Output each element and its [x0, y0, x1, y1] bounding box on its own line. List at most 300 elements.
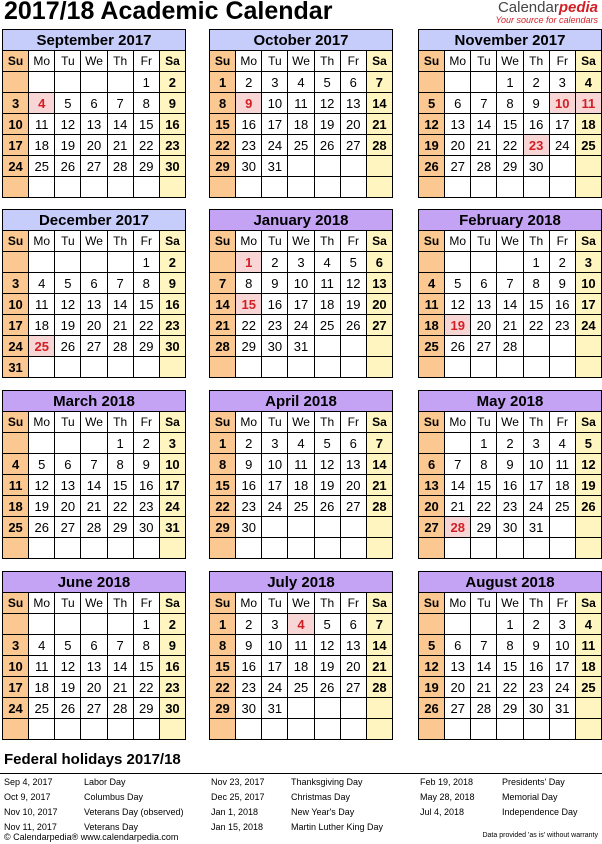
day-cell: 6: [445, 635, 471, 656]
empty-cell: [340, 538, 366, 559]
day-cell: 5: [575, 433, 601, 454]
empty-cell: [262, 177, 288, 198]
weekday-header: Sa: [159, 51, 185, 72]
empty-cell: [29, 719, 55, 740]
day-cell: 30: [236, 156, 262, 177]
weekday-header: Sa: [575, 231, 601, 252]
day-cell: 27: [340, 496, 366, 517]
weekday-header: Th: [314, 51, 340, 72]
day-cell: 23: [159, 135, 185, 156]
day-cell: 14: [471, 114, 497, 135]
weekday-header: Fr: [133, 51, 159, 72]
day-cell: 9: [159, 273, 185, 294]
day-cell: 25: [3, 517, 29, 538]
empty-cell: [523, 538, 549, 559]
day-cell: 26: [575, 496, 601, 517]
day-cell: 12: [55, 294, 81, 315]
holiday-name: Columbus Day: [84, 792, 144, 802]
holiday-name: Labor Day: [84, 777, 126, 787]
day-cell: 12: [419, 114, 445, 135]
empty-cell: [549, 538, 575, 559]
month-calendar: [2, 29, 186, 198]
empty-cell: [366, 156, 392, 177]
day-cell: 22: [523, 315, 549, 336]
empty-cell: [29, 538, 55, 559]
month-title: April 2018: [210, 391, 393, 412]
day-cell: 24: [288, 315, 314, 336]
day-cell: 19: [314, 114, 340, 135]
empty-cell: [3, 538, 29, 559]
day-cell: 27: [340, 677, 366, 698]
empty-cell: [549, 719, 575, 740]
day-cell: 14: [81, 475, 107, 496]
day-cell: 15: [133, 114, 159, 135]
day-cell: 7: [445, 454, 471, 475]
day-cell: 14: [107, 114, 133, 135]
month-calendar: [418, 571, 602, 740]
day-cell: 31: [262, 156, 288, 177]
day-cell: 10: [575, 273, 601, 294]
day-cell: 25: [549, 496, 575, 517]
empty-cell: [340, 156, 366, 177]
day-cell: 10: [262, 93, 288, 114]
empty-cell: [497, 177, 523, 198]
weekday-header: Sa: [575, 593, 601, 614]
weekday-header: Sa: [159, 593, 185, 614]
day-cell: 7: [107, 635, 133, 656]
day-cell: 15: [107, 475, 133, 496]
day-cell: 22: [497, 135, 523, 156]
day-cell: 4: [29, 273, 55, 294]
day-cell: 17: [575, 294, 601, 315]
day-cell: 30: [523, 156, 549, 177]
day-cell: 26: [314, 496, 340, 517]
day-cell: 21: [445, 496, 471, 517]
holiday-name: Memorial Day: [502, 792, 558, 802]
day-cell: 9: [159, 93, 185, 114]
holiday-name: Veterans Day: [84, 822, 139, 832]
day-cell: 13: [471, 294, 497, 315]
day-cell: 13: [55, 475, 81, 496]
weekday-header: Su: [210, 231, 236, 252]
day-cell: 17: [262, 114, 288, 135]
weekday-header: We: [497, 51, 523, 72]
day-cell: 29: [210, 698, 236, 719]
empty-cell: [81, 252, 107, 273]
day-cell: 12: [445, 294, 471, 315]
day-cell: 18: [288, 114, 314, 135]
day-cell: 8: [133, 635, 159, 656]
day-cell: 3: [549, 614, 575, 635]
day-cell: 26: [314, 677, 340, 698]
day-cell: 25: [288, 677, 314, 698]
weekday-header: We: [497, 231, 523, 252]
empty-cell: [366, 538, 392, 559]
day-cell: 24: [3, 336, 29, 357]
day-cell: 11: [29, 656, 55, 677]
day-cell: 3: [262, 433, 288, 454]
day-cell: 17: [159, 475, 185, 496]
day-cell: 27: [340, 135, 366, 156]
empty-cell: [159, 357, 185, 378]
day-cell: 16: [549, 294, 575, 315]
empty-cell: [210, 538, 236, 559]
empty-cell: [419, 538, 445, 559]
day-cell: 5: [55, 635, 81, 656]
month-calendar: [418, 390, 602, 559]
empty-cell: [445, 177, 471, 198]
empty-cell: [210, 357, 236, 378]
day-cell: 21: [366, 114, 392, 135]
empty-cell: [210, 252, 236, 273]
day-cell: 23: [262, 315, 288, 336]
day-cell: 15: [523, 294, 549, 315]
empty-cell: [81, 719, 107, 740]
weekday-header: Mo: [29, 412, 55, 433]
day-cell: 12: [314, 454, 340, 475]
day-cell: 14: [366, 635, 392, 656]
day-cell: 9: [523, 93, 549, 114]
day-cell: 19: [445, 315, 471, 336]
day-cell: 28: [107, 698, 133, 719]
day-cell: 24: [549, 677, 575, 698]
day-cell: 1: [497, 614, 523, 635]
weekday-header: We: [288, 412, 314, 433]
holiday-name: Independence Day: [502, 807, 578, 817]
day-cell: 6: [81, 635, 107, 656]
empty-cell: [575, 517, 601, 538]
weekday-header: Mo: [236, 51, 262, 72]
weekday-header: Fr: [340, 412, 366, 433]
day-cell: 13: [419, 475, 445, 496]
month-calendar: [209, 390, 393, 559]
day-cell: 20: [366, 294, 392, 315]
day-cell: 17: [288, 294, 314, 315]
day-cell: 27: [419, 517, 445, 538]
day-cell: 20: [81, 135, 107, 156]
weekday-header: Mo: [236, 231, 262, 252]
weekday-header: Mo: [29, 51, 55, 72]
day-cell: 26: [55, 698, 81, 719]
weekday-header: Su: [3, 51, 29, 72]
empty-cell: [55, 614, 81, 635]
day-cell: 14: [497, 294, 523, 315]
day-cell: 25: [29, 336, 55, 357]
empty-cell: [471, 357, 497, 378]
empty-cell: [471, 719, 497, 740]
day-cell: 24: [575, 315, 601, 336]
day-cell: 21: [497, 315, 523, 336]
weekday-header: Tu: [262, 412, 288, 433]
day-cell: 13: [340, 93, 366, 114]
day-cell: 31: [3, 357, 29, 378]
empty-cell: [523, 336, 549, 357]
holiday-item: [211, 792, 383, 807]
day-cell: 7: [81, 454, 107, 475]
empty-cell: [366, 336, 392, 357]
day-cell: 29: [471, 517, 497, 538]
holiday-date: Jan 15, 2018: [211, 822, 264, 832]
empty-cell: [3, 433, 29, 454]
day-cell: 26: [445, 336, 471, 357]
empty-cell: [3, 614, 29, 635]
day-cell: 19: [340, 294, 366, 315]
day-cell: 27: [445, 698, 471, 719]
empty-cell: [29, 433, 55, 454]
empty-cell: [262, 538, 288, 559]
day-cell: 1: [523, 252, 549, 273]
month-title: October 2017: [210, 30, 393, 51]
day-cell: 31: [262, 698, 288, 719]
holiday-item: [420, 807, 578, 822]
day-cell: 6: [366, 252, 392, 273]
day-cell: 20: [81, 315, 107, 336]
empty-cell: [55, 72, 81, 93]
empty-cell: [3, 72, 29, 93]
empty-cell: [445, 614, 471, 635]
day-cell: 4: [314, 252, 340, 273]
day-cell: 16: [236, 656, 262, 677]
empty-cell: [81, 433, 107, 454]
day-cell: 9: [523, 635, 549, 656]
day-cell: 6: [55, 454, 81, 475]
day-cell: 11: [288, 635, 314, 656]
empty-cell: [340, 517, 366, 538]
empty-cell: [288, 517, 314, 538]
day-cell: 28: [497, 336, 523, 357]
day-cell: 12: [314, 635, 340, 656]
day-cell: 3: [575, 252, 601, 273]
day-cell: 28: [107, 336, 133, 357]
day-cell: 10: [549, 93, 575, 114]
day-cell: 4: [288, 72, 314, 93]
empty-cell: [236, 538, 262, 559]
day-cell: 22: [497, 677, 523, 698]
weekday-header: We: [497, 412, 523, 433]
day-cell: 20: [340, 656, 366, 677]
weekday-header: Mo: [445, 51, 471, 72]
day-cell: 24: [549, 135, 575, 156]
holiday-item: [211, 807, 383, 822]
day-cell: 13: [445, 656, 471, 677]
footer-disclaimer: Data provided 'as is' without warranty: [482, 832, 598, 839]
day-cell: 5: [29, 454, 55, 475]
day-cell: 29: [497, 156, 523, 177]
day-cell: 21: [107, 315, 133, 336]
day-cell: 21: [81, 496, 107, 517]
day-cell: 17: [549, 656, 575, 677]
day-cell: 12: [340, 273, 366, 294]
day-cell: 11: [29, 294, 55, 315]
day-cell: 8: [236, 273, 262, 294]
empty-cell: [419, 72, 445, 93]
holiday-item: [4, 807, 184, 822]
empty-cell: [314, 156, 340, 177]
day-cell: 20: [340, 114, 366, 135]
weekday-header: Mo: [445, 231, 471, 252]
weekday-header: We: [81, 51, 107, 72]
day-cell: 8: [107, 454, 133, 475]
day-cell: 1: [497, 72, 523, 93]
day-cell: 26: [29, 517, 55, 538]
day-cell: 4: [288, 433, 314, 454]
weekday-header: We: [497, 593, 523, 614]
empty-cell: [366, 357, 392, 378]
day-cell: 30: [523, 698, 549, 719]
day-cell: 11: [314, 273, 340, 294]
day-cell: 8: [497, 93, 523, 114]
weekday-header: Tu: [55, 412, 81, 433]
day-cell: 27: [471, 336, 497, 357]
brand-tagline: Your source for calendars: [495, 15, 598, 25]
day-cell: 29: [210, 156, 236, 177]
day-cell: 15: [210, 114, 236, 135]
day-cell: 27: [55, 517, 81, 538]
day-cell: 8: [497, 635, 523, 656]
day-cell: 29: [236, 336, 262, 357]
empty-cell: [419, 252, 445, 273]
day-cell: 8: [210, 93, 236, 114]
empty-cell: [549, 336, 575, 357]
day-cell: 9: [262, 273, 288, 294]
weekday-header: Tu: [55, 593, 81, 614]
day-cell: 21: [471, 677, 497, 698]
holiday-date: Feb 19, 2018: [420, 777, 474, 787]
day-cell: 25: [29, 156, 55, 177]
empty-cell: [55, 357, 81, 378]
day-cell: 30: [159, 336, 185, 357]
weekday-header: Fr: [549, 231, 575, 252]
day-cell: 9: [236, 635, 262, 656]
day-cell: 7: [107, 273, 133, 294]
day-cell: 4: [419, 273, 445, 294]
empty-cell: [549, 517, 575, 538]
weekday-header: Su: [419, 51, 445, 72]
footer-copyright[interactable]: © Calendarpedia® www.calendarpedia.com: [4, 832, 179, 842]
day-cell: 4: [3, 454, 29, 475]
empty-cell: [366, 517, 392, 538]
day-cell: 6: [340, 614, 366, 635]
empty-cell: [107, 538, 133, 559]
day-cell: 22: [210, 135, 236, 156]
day-cell: 20: [81, 677, 107, 698]
holidays-column: [211, 777, 383, 837]
day-cell: 7: [497, 273, 523, 294]
day-cell: 30: [236, 517, 262, 538]
day-cell: 12: [29, 475, 55, 496]
day-cell: 20: [419, 496, 445, 517]
day-cell: 29: [210, 517, 236, 538]
empty-cell: [81, 538, 107, 559]
weekday-header: Tu: [262, 231, 288, 252]
day-cell: 3: [3, 273, 29, 294]
weekday-header: Fr: [133, 231, 159, 252]
day-cell: 17: [3, 677, 29, 698]
empty-cell: [575, 538, 601, 559]
day-cell: 28: [107, 156, 133, 177]
empty-cell: [314, 336, 340, 357]
day-cell: 10: [3, 294, 29, 315]
empty-cell: [107, 719, 133, 740]
day-cell: 18: [575, 114, 601, 135]
empty-cell: [523, 357, 549, 378]
day-cell: 28: [81, 517, 107, 538]
day-cell: 18: [314, 294, 340, 315]
empty-cell: [497, 252, 523, 273]
day-cell: 9: [236, 454, 262, 475]
day-cell: 22: [133, 135, 159, 156]
weekday-header: Su: [3, 412, 29, 433]
day-cell: 14: [107, 294, 133, 315]
month-title: November 2017: [419, 30, 602, 51]
holidays-divider: [0, 773, 602, 774]
weekday-header: Mo: [236, 412, 262, 433]
brand-logo[interactable]: [495, 0, 598, 26]
day-cell: 25: [575, 135, 601, 156]
weekday-header: Su: [3, 231, 29, 252]
day-cell: 26: [340, 315, 366, 336]
weekday-header: Su: [419, 412, 445, 433]
holiday-name: Martin Luther King Day: [291, 822, 384, 832]
empty-cell: [314, 517, 340, 538]
weekday-header: Th: [314, 412, 340, 433]
empty-cell: [445, 357, 471, 378]
day-cell: 4: [549, 433, 575, 454]
empty-cell: [497, 538, 523, 559]
day-cell: 27: [81, 698, 107, 719]
weekday-header: Fr: [133, 412, 159, 433]
day-cell: 1: [133, 72, 159, 93]
day-cell: 10: [159, 454, 185, 475]
day-cell: 4: [29, 635, 55, 656]
empty-cell: [419, 614, 445, 635]
day-cell: 22: [133, 677, 159, 698]
day-cell: 20: [471, 315, 497, 336]
weekday-header: Tu: [471, 51, 497, 72]
day-cell: 5: [55, 93, 81, 114]
weekday-header: Sa: [366, 412, 392, 433]
empty-cell: [159, 538, 185, 559]
day-cell: 18: [288, 475, 314, 496]
day-cell: 19: [55, 135, 81, 156]
day-cell: 2: [159, 252, 185, 273]
empty-cell: [236, 177, 262, 198]
day-cell: 11: [288, 454, 314, 475]
empty-cell: [575, 698, 601, 719]
day-cell: 16: [159, 114, 185, 135]
day-cell: 2: [549, 252, 575, 273]
day-cell: 5: [340, 252, 366, 273]
day-cell: 22: [107, 496, 133, 517]
day-cell: 16: [523, 656, 549, 677]
empty-cell: [133, 719, 159, 740]
empty-cell: [55, 538, 81, 559]
day-cell: 3: [159, 433, 185, 454]
empty-cell: [340, 719, 366, 740]
day-cell: 15: [497, 114, 523, 135]
empty-cell: [29, 72, 55, 93]
empty-cell: [81, 72, 107, 93]
weekday-header: Mo: [29, 231, 55, 252]
day-cell: 22: [236, 315, 262, 336]
holiday-date: May 28, 2018: [420, 792, 475, 802]
day-cell: 2: [523, 614, 549, 635]
day-cell: 16: [159, 294, 185, 315]
day-cell: 2: [236, 72, 262, 93]
empty-cell: [340, 698, 366, 719]
day-cell: 25: [29, 698, 55, 719]
empty-cell: [288, 177, 314, 198]
